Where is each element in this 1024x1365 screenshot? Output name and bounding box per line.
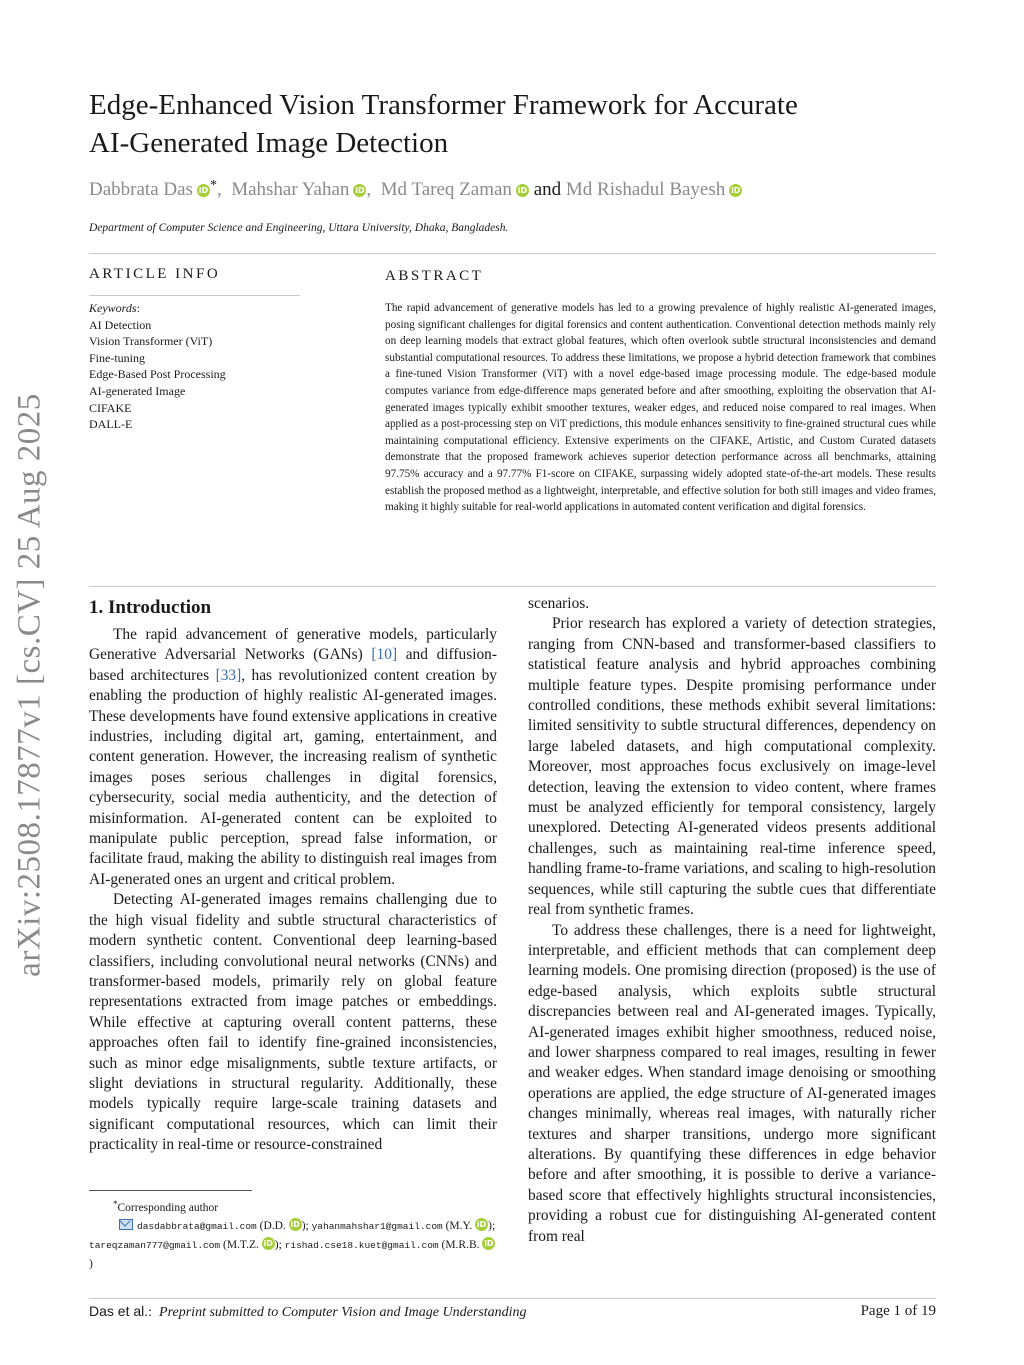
- footnote: [89, 1195, 499, 1273]
- title-line-2: AI-Generated Image Detection: [89, 127, 449, 159]
- punctuation: );: [488, 1220, 496, 1232]
- footer-authors: Das et al.: [89, 1303, 149, 1319]
- corresponding-mark: *: [209, 178, 217, 193]
- arxiv-sidebar: [8, 375, 52, 995]
- orcid-icon[interactable]: iD: [476, 1220, 487, 1229]
- email-link[interactable]: tareqzaman777@gmail.com: [89, 1240, 221, 1251]
- paragraph: Detecting AI-generated images remains challenging due to the high visual fidelity and subtle structural characteristics of modern synthetic content. Conventional deep learning-based classifiers, including convolutional neural networks (CNNs) and transformer-based models, primarily rely on global feature representations extracted from image patches or embeddings. While effective at capturing overall content patterns, these approaches often fail to identify fine-grained inconsistencies, such as minor edge misalignments, subtle texture artifacts, or slight deviations in structural regularity. Additionally, these models typically require large-scale training datasets and significant computational resources, which can limit their practicality in real-time or resource-constrained: [89, 891, 497, 1154]
- paragraph-text: The rapid advancement of generative models, particularly Generative Adversarial Networks (GANs): [89, 626, 497, 664]
- author-conjunction: and: [533, 179, 562, 200]
- section-heading: 1. Introduction: [89, 597, 212, 618]
- author-initials: (M.T.Z.: [223, 1239, 262, 1251]
- left-column: [89, 625, 497, 1156]
- author-name: Dabbrata Das: [89, 179, 193, 200]
- affiliation: Department of Computer Science and Engineering, Uttara University, Dhaka, Bangladesh.: [89, 222, 509, 234]
- author-initials: (M.Y.: [445, 1220, 476, 1232]
- orcid-icon[interactable]: iD: [731, 186, 741, 195]
- running-footer: [89, 1303, 527, 1321]
- author-initials: (M.R.B.: [441, 1239, 483, 1251]
- title-line-1: Edge-Enhanced Vision Transformer Framework for Accurate: [89, 89, 798, 121]
- abstract-divider: [89, 586, 936, 587]
- citation-link[interactable]: [33]: [215, 666, 242, 684]
- paragraph: To address these challenges, there is a need for lightweight, interpretable, and efficient methods that can complement deep learning models. One promising direction (proposed) is the use of edge-based analysis, which exploits subtle structural discrepancies between real and AI-generated images. Typically, AI-generated images exhibit higher smoothness, reduced noise, and lower sharpness compared to real images, resulting in fewer and weaker edges. When standard image denoising or smoothing operations are applied, the edge structure of AI-generated images changes minimally, whereas real images, with naturally richer textures and sharper transitions, undergo more significant alterations. By quantifying these differences in edge behavior before and after smoothing, it is possible to derive a variance-based score that effectively highlights structural inconsistencies, providing a robust cue for distinguishing AI-generated content from real: [528, 921, 936, 1245]
- keyword-item: AI-generated Image: [89, 383, 186, 398]
- orcid-icon[interactable]: iD: [263, 1239, 273, 1248]
- author-list: Dabbrata Das iD *, Mahshar Yahan iD, Md Tareq Zaman iD and Md Rishadul Bayesh iD: [89, 178, 741, 200]
- footer-separator: :: [148, 1305, 153, 1320]
- footnote-divider: [89, 1190, 252, 1191]
- orcid-icon[interactable]: iD: [517, 186, 528, 195]
- right-column: [528, 594, 936, 1247]
- keyword-item: Edge-Based Post Processing: [89, 367, 226, 382]
- keyword-item: Vision Transformer (ViT): [89, 334, 213, 349]
- keyword-item: CIFAKE: [89, 400, 132, 415]
- orcid-icon[interactable]: iD: [355, 186, 365, 195]
- abstract-text: The rapid advancement of generative models has led to a growing prevalence of highly realistic AI-generated images, posing significant challenges for digital forensics and content authentication. Conventional detection methods mainly rely on deep learning models that extract global features, which often overlook subtle structural inconsistencies and demand substantial computational resources. To address these limitations, we propose a hybrid detection framework that combines a fine-tuned Vision Transformer (ViT) with a novel edge-based image processing module. The edge-based module computes variance from edge-difference maps generated before and after smoothing, exploiting the observation that AI-generated images typically exhibit smoother textures, weaker edges, and reduced noise compared to real images. When applied as a post-processing step on ViT predictions, this module enhances sensitivity to fine-grained structural cues while maintaining computational efficiency. Extensive experiments on the CIFAKE, Artistic, and Custom Curated datasets demonstrate that the proposed framework achieves superior detection performance across all benchmarks, attaining 97.75% accuracy and a 97.77% F1-score on CIFAKE, surpassing widely adopted state-of-the-art models. These results establish the proposed method as a lightweight, interpretable, and effective solution for both still images and video frames, making it highly suitable for real-world applications in automated content verification and digital forensics.: [385, 302, 936, 514]
- citation-link[interactable]: [10]: [371, 646, 398, 664]
- punctuation: );: [301, 1220, 309, 1232]
- orcid-icon[interactable]: iD: [198, 186, 209, 195]
- email-link[interactable]: yahanmahshar1@gmail.com: [311, 1221, 443, 1232]
- footnote-mark: *: [113, 1199, 118, 1209]
- footnote-label: Corresponding author: [117, 1202, 219, 1214]
- paragraph: scenarios.: [528, 595, 590, 612]
- keyword-item: Fine-tuning: [89, 350, 145, 365]
- orcid-icon[interactable]: iD: [484, 1239, 494, 1248]
- article-info-divider: [89, 295, 300, 296]
- email-link[interactable]: rishad.cse18.kuet@gmail.com: [284, 1240, 439, 1251]
- footer-journal: Preprint submitted to Computer Vision and Image Understanding: [159, 1305, 527, 1320]
- page-number: Page 1 of 19: [860, 1303, 936, 1319]
- author-name: Md Tareq Zaman: [380, 179, 512, 200]
- punctuation: );: [274, 1239, 282, 1251]
- keywords-label: Keywords: [89, 301, 137, 315]
- punctuation: ): [89, 1258, 93, 1270]
- author-initials: (D.D.: [259, 1220, 289, 1232]
- keyword-item: AI Detection: [89, 317, 152, 332]
- header-divider: [89, 253, 936, 254]
- orcid-icon[interactable]: iD: [290, 1220, 300, 1229]
- email-link[interactable]: dasdabbrata@gmail.com: [137, 1221, 257, 1232]
- keyword-item: DALL-E: [89, 417, 133, 432]
- paragraph: [89, 625, 497, 890]
- article-info-heading: ARTICLE INFO: [89, 266, 221, 282]
- paragraph-text: , has revolutionized content creation by enabling the production of highly realistic AI-generated images. These developments have found extensive applications in creative industries, including digital art, gaming, entertainment, and content generation. However, the increasing realism of synthetic images poses serious challenges in digital forensics, cybersecurity, social media authenticity, and the detection of misinformation. AI-generated content can be exploited to manipulate public perception, spread false information, or facilitate fraud, making the ability to distinguish real images from AI-generated ones an urgent and critical problem.: [89, 666, 497, 888]
- mail-icon: [119, 1219, 133, 1230]
- author-name: Md Rishadul Bayesh: [565, 179, 726, 200]
- author-name: Mahshar Yahan: [231, 179, 350, 200]
- paper-title: [89, 86, 949, 162]
- arxiv-id: arXiv:2508.17877v1 [cs.CV] 25 Aug 2025: [11, 393, 48, 977]
- keywords-block: Keywords: AI Detection Vision Transformer (ViT) Fine-tuning Edge-Based Post Processing AI-generated Image CIFAKE DALL-E: [89, 301, 226, 432]
- footer-divider: [89, 1298, 936, 1299]
- paragraph: Prior research has explored a variety of detection strategies, ranging from CNN-based and transformer-based classifiers to statistical feature analysis and hybrid approaches combining multiple feature types. Despite promising performance under controlled conditions, these methods exhibit several limitations: limited sensitivity to subtle structural differences, dependency on large labeled datasets, and high computational complexity. Moreover, most approaches focus exclusively on image-level detection, leaving the extension to video content, where frames must be analyzed efficiently for temporal consistency, largely unexplored. Detecting AI-generated videos presents additional challenges, such as maintaining real-time inference speed, handling frame-to-frame variations, and scaling to high-resolution sequences, while still capturing the subtle cues that differentiate real from synthetic frames.: [528, 615, 936, 919]
- paragraph-text: and diffusion-based architectures: [89, 646, 497, 684]
- abstract-heading: ABSTRACT: [385, 268, 484, 284]
